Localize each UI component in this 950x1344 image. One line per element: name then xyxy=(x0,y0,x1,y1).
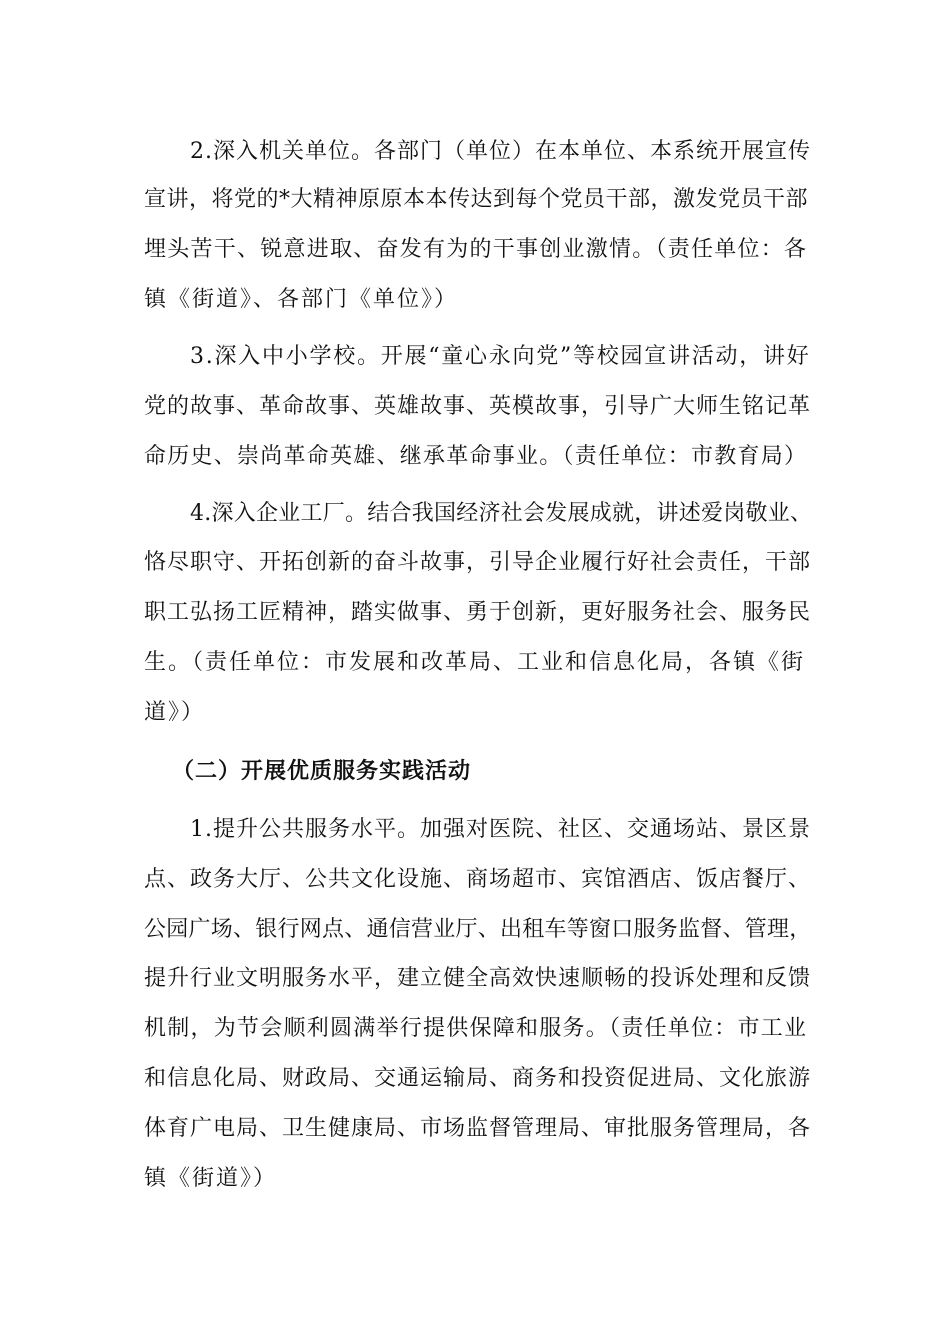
paragraph-4-line-2: 恪尽职守、开拓创新的奋斗故事，引导企业履行好社会责任，干部 xyxy=(144,550,812,575)
paragraph-1-line-8: 镇《街道》） xyxy=(144,1166,278,1191)
paragraph-3-line-3: 命历史、崇尚革命英雄、继承革命事业。（责任单位：市教育局） xyxy=(144,444,808,469)
paragraph-3-line-2: 党的故事、革命故事、英雄故事、英模故事，引导广大师生铭记革 xyxy=(144,394,812,419)
paragraph-2-line-4: 镇《街道》、各部门《单位》） xyxy=(144,287,459,312)
paragraph-2-line-3: 埋头苦干、锐意进取、奋发有为的干事创业激情。（责任单位：各 xyxy=(144,237,808,262)
paragraph-1-line-2: 点、政务大厅、公共文化设施、商场超市、宾馆酒店、饭店餐厅、 xyxy=(144,867,812,892)
paragraph-1-line-1: 1.提升公共服务水平。加强对医院、社区、交通场站、景区景 xyxy=(190,817,811,842)
section-heading: （二）开展优质服务实践活动 xyxy=(172,759,472,784)
paragraph-3-line-1: 3.深入中小学校。开展“童心永向党”等校园宣讲活动，讲好 xyxy=(190,344,811,369)
paragraph-1-line-3: 公园广场、银行网点、通信营业厅、出租车等窗口服务监督、管理， xyxy=(144,917,812,942)
paragraph-4-line-4: 生。（责任单位：市发展和改革局、工业和信息化局，各镇《街 xyxy=(144,650,806,675)
paragraph-1-line-6: 和信息化局、财政局、交通运输局、商务和投资促进局、文化旅游 xyxy=(144,1066,812,1091)
paragraph-1-line-5: 机制，为节会顺利圆满举行提供保障和服务。（责任单位：市工业 xyxy=(144,1016,808,1041)
paragraph-2-line-1: 2.深入机关单位。各部门（单位）在本单位、本系统开展宣传 xyxy=(190,139,811,164)
paragraph-2-line-2: 宣讲，将党的*大精神原原本本传达到每个党员干部，激发党员干部 xyxy=(144,187,809,212)
paragraph-4-line-3: 职工弘扬工匠精神，踏实做事、勇于创新，更好服务社会、服务民 xyxy=(144,600,812,625)
paragraph-1-line-4: 提升行业文明服务水平，建立健全高效快速顺畅的投诉处理和反馈 xyxy=(144,966,812,991)
paragraph-1-line-7: 体育广电局、卫生健康局、市场监督管理局、审批服务管理局，各 xyxy=(144,1116,812,1141)
paragraph-4-line-1: 4.深入企业工厂。结合我国经济社会发展成就，讲述爱岗敬业、 xyxy=(190,501,813,526)
paragraph-4-line-5: 道》） xyxy=(144,700,206,725)
